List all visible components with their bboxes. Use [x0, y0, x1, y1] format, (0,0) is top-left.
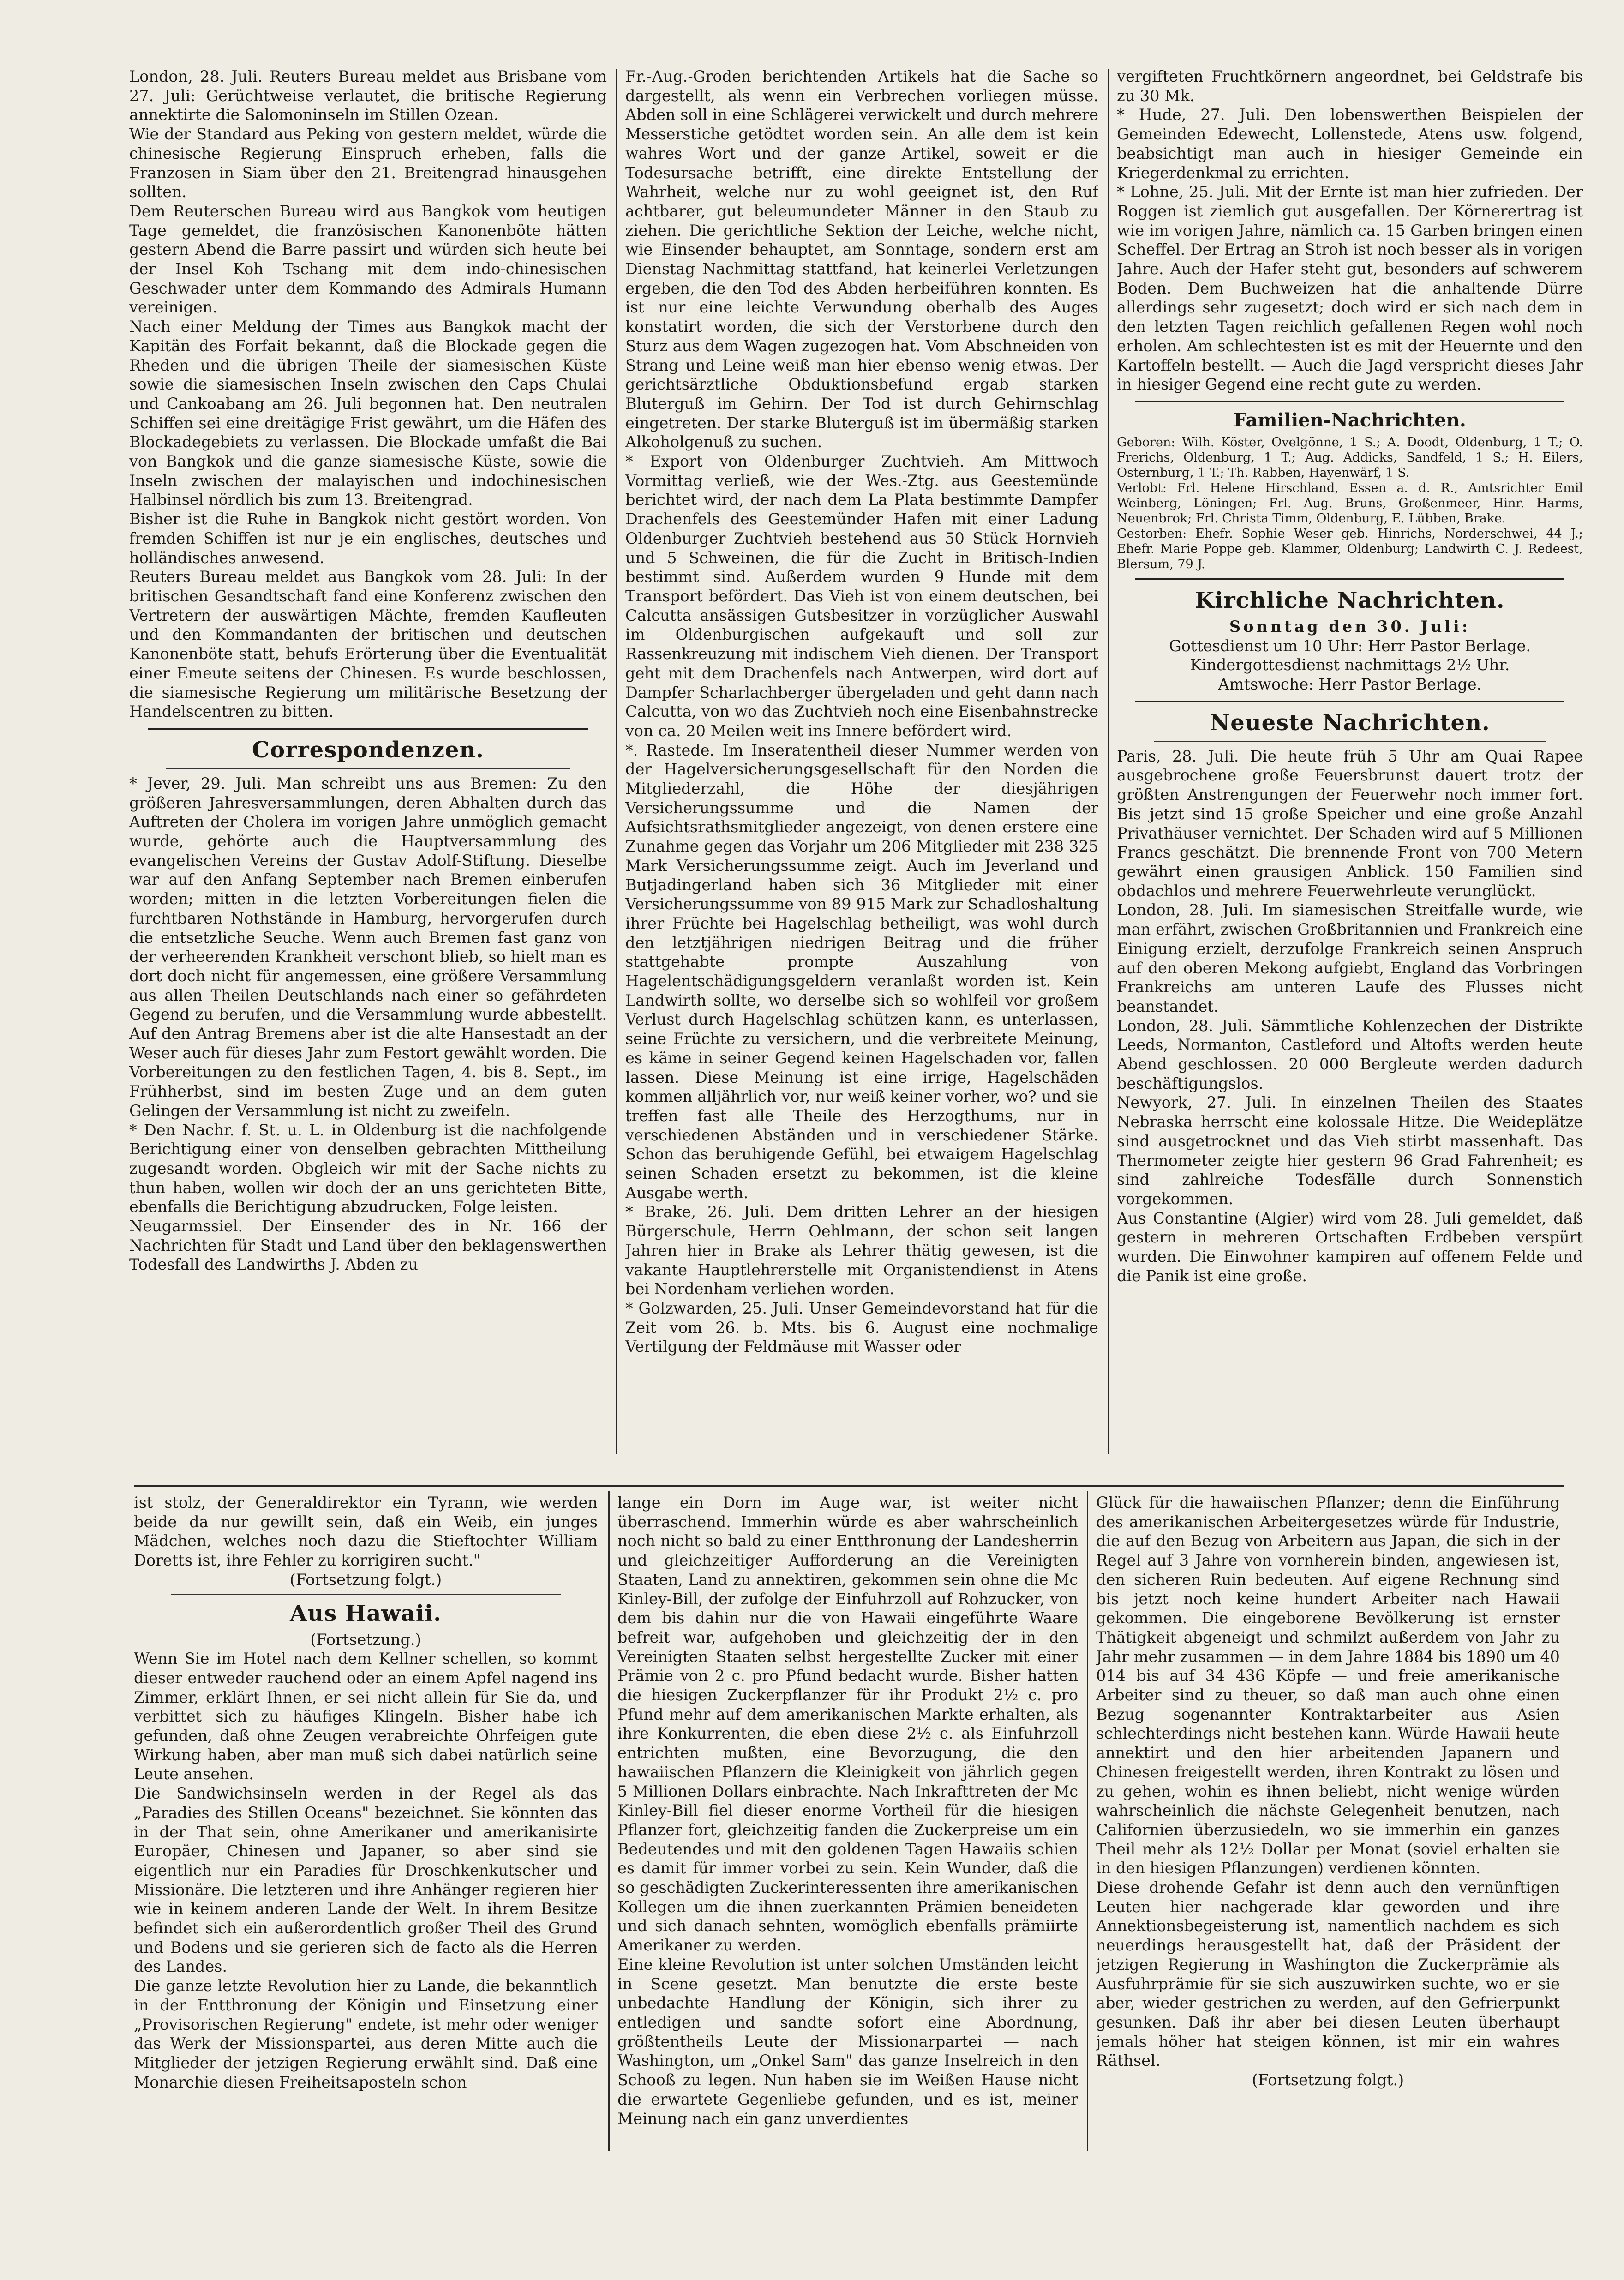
church-service: Gottesdienst um 10 Uhr: Herr Pastor Berlage. [1169, 636, 1531, 655]
article: * Brake, 26. Juli. Dem dritten Lehrer an der hiesigen Bürgerschule, Herrn Oehlmann, der schon seit langen Jahren hier in Brake als Lehrer thätig gewesen, ist die vakante Hauptlehrerstelle mit Organistendienst in Atens bei Nordenham verliehen worden. [625, 1203, 1098, 1298]
continuation-note: (Fortsetzung folgt.) [289, 1570, 442, 1589]
top-column-2 [625, 67, 1098, 1475]
section-rule [134, 1485, 1564, 1487]
article: Neugarmssiel. Der Einsender des in Nr. 166 der Nachrichten für Stadt und Land über den beklagenswerthen Todesfall des Landwirths J. Abden zu [129, 1217, 607, 1274]
divider [1154, 741, 1546, 742]
divider [171, 1594, 561, 1595]
news-item: London, 28. Juli. Sämmtliche Kohlenzechen der Distrikte Leeds, Normanton, Castleford und Altofts werden heute Abend geschlossen. 20 000 Bergleute werden dadurch beschäftigungslos. [1117, 1016, 1583, 1092]
divider [148, 728, 588, 730]
divider [166, 768, 570, 769]
family-engaged: Verlobt: Frl. Helene Hirschland, Essen a. d. R., Amtsrichter Emil Weinberg, Löningen; Frl. Aug. Bruns, Großenmeer, Hinr. Harms, Neuenbrok; Frl. Christa Timm, Oldenburg, E. Lübben, Brake. [1117, 480, 1583, 526]
article: Die Sandwichsinseln werden in der Regel als das „Paradies des Stillen Oceans" bezeichnet. Sie könnten das in der That sein, ohne Amerikaner und amerikanisirte Europäer, Chinesen und Japaner, so aber sind sie eigentlich nur ein Paradies für Droschkenkutscher und Missionäre. Die letzteren und ihre Anhänger regieren hier wie in keinem anderen Lande der Welt. In ihrem Besitze befindet sich ein außerordentlich großer Theil des Grund und Bodens und sie gerieren sich de facto als die Herren des Landes. [134, 1784, 598, 1976]
family-born: Geboren: Wilh. Köster, Ovelgönne, 1 S.; A. Doodt, Oldenburg, 1 T.; O. Frerichs, Oldenburg, 1 T.; Aug. Addicks, Sandfeld, 1 S.; H. Eilers, Osternburg, 1 T.; Th. Rabben, Hayenwärf, 1 S. [1117, 435, 1583, 480]
article: Reuters Bureau meldet aus Bangkok vom 28. Juli: In der britischen Gesandtschaft fand eine Konferenz zwischen den Vertretern der auswärtigen Mächte, fremden Kaufleuten und den Kommandanten der britischen und deutschen Kanonenböte statt, behufs Erörterung über die Eventualität einer Emeute seitens der Chinesen. Es wurde beschlossen, die siamesische Regierung um militärische Besetzung der Handelscentren zu bitten. [129, 568, 607, 721]
article: * Hude, 27. Juli. Den lobenswerthen Beispielen der Gemeinden Edewecht, Lollenstede, Atens usw. folgend, beabsichtigt man auch in hiesiger Gemeinde ein Kriegerdenkmal zu errichten. [1117, 106, 1583, 182]
column-rule [1108, 69, 1109, 1454]
news-item: London, 28. Juli. Im siamesischen Streitfalle wurde, wie man erfährt, zwischen Großbritannien und Frankreich eine Einigung erzielt, derzufolge Frankreich seinen Anspruch auf den oberen Mekong aufgiebt, England das Vorbringen Frankreichs am unteren Laufe des Flusses nicht beanstandet. [1117, 901, 1583, 1015]
article: ist stolz, der Generaldirektor ein Tyrann, wie werden beide da nur gewillt sein, daß ein Weib, ein junges Mädchen, welches noch dazu die Stieftochter William Doretts ist, ihre Fehler zu korrigiren sucht." [134, 1494, 598, 1570]
church-date: Sonntag den 30. Juli: [1229, 617, 1471, 636]
article: *. Rastede. Im Inseratentheil dieser Nummer werden von der Hagelversicherungsgesellschaft für den Norden die Mitgliederzahl, die Höhe der diesjährigen Versicherungssumme und die Namen der Aufsichtsrathsmitglieder angezeigt, von denen erstere eine Zunahme gegen das Vorjahr um 206 Mitglieder mit 238 325 Mark Versicherungssumme zeigt. Auch im Jeverland und Butjadingerland haben sich 36 Mitglieder mit einer Versicherungssumme von 89 915 Mark zur Schadloshaltung ihrer Früchte bei Hagelschlag betheiligt, was wohl durch den letztjährigen niedrigen Beitrag und die früher stattgehabte prompte Auszahlung von Hagelentschädigungsgeldern veranlaßt worden ist. Kein Landwirth sollte, wo derselbe sich so wohlfeil vor großem Verlust durch Hagelschlag schützen kann, es unterlassen, seine Früchte zu versichern, und die verbreitete Meinung, es käme in seiner Gegend keinen Hagelschaden vor, fallen lassen. Diese Meinung ist eine irrige, Hagelschäden kommen alljährlich vor, nur weiß keiner vorher, wo? und sie treffen fast alle Theile des Herzogthums, nur in verschiedenen Abständen und in verschiedener Stärke. Schon das beruhigende Gefühl, bei etwaigem Hagelschlag seinen Schaden ersetzt zu bekommen, ist die kleine Ausgabe werth. [625, 741, 1098, 1202]
church-children: Kindergottesdienst nachmittags 2½ Uhr. [1190, 656, 1510, 674]
continuation-note: (Fortsetzung folgt.) [1252, 2071, 1404, 2089]
article: * Den Nachr. f. St. u. L. in Oldenburg ist die nachfolgende Berichtigung einer von denselben gebrachten Mittheilung zugesandt worden. Obgleich wir mit der Sache nichts zu thun haben, wollen wir doch der an uns gerichteten Bitte, ebenfalls die Berichtigung abzudrucken, Folge leisten. [129, 1121, 607, 1216]
bottom-column-3 [1096, 1493, 1560, 2153]
article: * Jever, 29. Juli. Man schreibt uns aus Bremen: Zu den größeren Jahresversammlungen, deren Abhalten durch das Auftreten der Cholera im vorigen Jahre unmöglich gemacht wurde, gehörte auch die Hauptversammlung des evangelischen Vereins der Gustav Adolf-Stiftung. Dieselbe war auf den Anfang September nach Bremen einberufen worden; mitten in die letzten Vorbereitungen fielen die furchtbaren Nothstände in Hamburg, hervorgerufen durch die entsetzliche Seuche. Wenn auch Bremen fast ganz von der verheerenden Krankheit verschont blieb, so hielt man es dort doch nicht für angemessen, eine größere Versammlung aus allen Theilen Deutschlands nach einer so gefährdeten Gegend zu berufen, und die Versammlung wurde abbestellt. Auf den Antrag Bremens aber ist die alte Hansestadt an der Weser auch für dieses Jahr zum Festort gewählt worden. Die Vorbereitungen zu den festlichen Tagen, 4. bis 8. Sept., im Frühherbst, sind im besten Zuge und an dem guten Gelingen der Versammlung ist nicht zu zweifeln. [129, 774, 607, 1120]
church-duty: Amtswoche: Herr Pastor Berlage. [1218, 675, 1482, 694]
family-notices [1117, 435, 1583, 572]
news-item: Aus Constantine (Algier) wird vom 28. Juli gemeldet, daß gestern in mehreren Ortschaften Erdbeben verspürt wurden. Die Einwohner kampiren auf offenem Felde und die Panik ist eine große. [1117, 1209, 1583, 1285]
column-rule [1087, 1491, 1088, 2151]
news-item: Newyork, 27. Juli. In einzelnen Theilen des Staates Nebraska herrscht eine kolossale Hitze. Die Weideplätze sind ausgetrocknet und das Vieh stirbt massenhaft. Das Thermometer zeigte hier gestern 96 Grad Fahrenheit; es sind zahlreiche Todesfälle durch Sonnenstich vorgekommen. [1117, 1093, 1583, 1208]
article: Fr.-Aug.-Groden berichtenden Artikels hat die Sache so dargestellt, als wenn ein Verbrechen vorliegen müsse. Abden soll in eine Schlägerei verwickelt und durch mehrere Messerstiche getödtet worden sein. An alle dem ist kein wahres Wort und der ganze Artikel, soweit er die Todesursache betrifft, eine direkte Entstellung der Wahrheit, welche nur zu wohl geeignet ist, den Ruf achtbarer, gut beleumundeter Männer in den Staub zu ziehen. Die gerichtliche Sektion der Leiche, welche nicht, wie Einsender behauptet, am Sonntage, sondern erst am Dienstag Nachmittag stattfand, hat keinerlei Verletzungen ergeben, die den Tod des Abden herbeiführen konnten. Es ist nur eine leichte Verwundung oberhalb des Auges konstatirt worden, die sich der Verstorbene durch den Sturz aus dem Wagen zugezogen hat. Vom Abschneiden von Strang und Leine weiß man hier ebenso wenig etwas. Der gerichtsärztliche Obduktionsbefund ergab starken Bluterguß im Gehirn. Der Tod ist durch Gehirnschlag eingetreten. Der starke Bluterguß ist im übermäßig starken Alkoholgenuß zu suchen. [625, 67, 1098, 451]
article: London, 28. Juli. Reuters Bureau meldet aus Brisbane vom 27. Juli: Gerüchtweise verlautet, die britische Regierung annektirte die Salomoninseln im Stillen Ozean. [129, 67, 607, 124]
news-item: Paris, 28. Juli. Die heute früh 5 Uhr am Quai Rapee ausgebrochene große Feuersbrunst dauert trotz der größten Anstrengungen der Feuerwehr noch immer fort. Bis jetzt sind 15 große Speicher und eine große Anzahl Privathäuser vernichtet. Der Schaden wird auf 5 Millionen Francs geschätzt. Die brennende Front von 700 Metern gewährt einen grausigen Anblick. 150 Familien sind obdachlos und mehrere Feuerwehrleute verunglückt. [1117, 747, 1583, 900]
column-rule [616, 69, 617, 1454]
bottom-column-2 [617, 1493, 1078, 2153]
divider [1135, 701, 1564, 702]
article: Dem Reuterschen Bureau wird aus Bangkok vom heutigen Tage gemeldet, die französischen Kanonenböte hätten gestern Abend die Barre passirt und würden sich heute bei der Insel Koh Tschang mit dem indo-chinesischen Geschwader unter dem Kommando des Admirals Humann vereinigen. [129, 202, 607, 317]
article: Bisher ist die Ruhe in Bangkok nicht gestört worden. Von fremden Schiffen ist nur je ein englisches, deutsches und holländisches anwesend. [129, 510, 607, 567]
family-deceased: Gestorben: Ehefr. Sophie Weser geb. Hinrichs, Norderschwei, 44 J.; Ehefr. Marie Poppe geb. Klammer, Oldenburg; Landwirth C. J. Redeest, Blersum, 79 J. [1117, 526, 1583, 571]
article: Wie der Standard aus Peking von gestern meldet, würde die chinesische Regierung Einspruch erheben, falls die Franzosen in Siam über den 21. Breitengrad hinausgehen sollten. [129, 125, 607, 201]
top-column-1 [129, 67, 607, 1475]
article: * Lohne, 25. Juli. Mit der Ernte ist man hier zufrieden. Der Roggen ist ziemlich gut ausgefallen. Der Körnerertrag ist wie im vorigen Jahre, nämlich ca. 15 Garben bringen einen Scheffel. Der Ertrag an Stroh ist noch besser als in vorigen Jahre. Auch der Hafer steht gut, besonders auf schwerem Boden. Dem Buchweizen hat die anhaltende Dürre allerdings sehr zugesetzt; doch wird er sich nach dem in den letzten Tagen reichlich gefallenen Regen wohl noch erholen. Am schlechtesten ist es mit der Heuernte und den Kartoffeln bestellt. — Auch die Jagd verspricht dieses Jahr in hiesiger Gegend eine recht gute zu werden. [1117, 183, 1583, 394]
article: * Golzwarden, 25. Juli. Unser Gemeindevorstand hat für die Zeit vom 26. b. Mts. bis 6. August eine nochmalige Vertilgung der Feldmäuse mit Wasser oder [625, 1299, 1098, 1356]
top-column-3 [1117, 67, 1583, 1475]
section-heading-family: Familien-Nachrichten. [1234, 409, 1466, 431]
article: Diese drohende Gefahr ist denn auch den vernünftigen Leuten hier nachgerade klar geworden und ihre Annektionsbegeisterung ist, namentlich nachdem es sich neuerdings herausgestellt hat, daß der Präsident der jetzigen Regierung in Washington die Zuckerprämie als Ausfuhrprämie für sie sich auszuwirken suchte, wo er sie aber, wieder gestrichen zu werden, auf den Gefrierpunkt gesunken. Daß ihr aber bei diesen Leuten überhaupt jemals höher hat steigen können, ist mir ein wahres Räthsel. [1096, 1878, 1560, 2070]
divider [1135, 578, 1564, 580]
section-heading-correspondenzen: Correspondenzen. [252, 737, 485, 763]
article: Eine kleine Revolution ist unter solchen Umständen leicht in Scene gesetzt. Man benutzte die erste beste unbedachte Handlung der Königin, sich ihrer zu entledigen und sandte sofort eine Abordnung, größtentheils Leute der Missionarpartei — nach Washington, um „Onkel Sam" das ganze Inselreich in den Schooß zu legen. Nun haben sie im Weißen Hause nicht die erwartete Gegenliebe gefunden, und es ist, meiner Meinung nach ein ganz unverdientes [617, 1955, 1078, 2128]
bottom-column-1 [134, 1493, 598, 2153]
article: Die ganze letzte Revolution hier zu Lande, die bekanntlich in der Entthronung der Königin und Einsetzung einer „Provisorischen Regierung" endete, ist mehr oder weniger das Werk der Missionspartei, aus deren Mitte auch die Mitglieder der jetzigen Regierung erwählt sind. Daß eine Monarchie diesen Freiheitsaposteln schon [134, 1977, 598, 2091]
column-rule [608, 1491, 610, 2151]
article: * Export von Oldenburger Zuchtvieh. Am Mittwoch Vormittag verließ, wie der Wes.-Ztg. aus Geestemünde berichtet wird, der nach dem La Plata bestimmte Dampfer Drachenfels des Geestemünder Hafen mit einer Ladung Oldenburger Zuchtvieh bestehend aus 50 Stück Hornvieh und 5 Schweinen, die für die Zucht in Britisch-Indien bestimmt sind. Außerdem wurden 9 Hunde mit dem Transport befördert. Das Vieh ist von einem deutschen, bei Calcutta ansässigen Gutsbesitzer in vorzüglicher Auswahl im Oldenburgischen aufgekauft und soll zur Rassenkreuzung mit indischem Vieh dienen. Der Transport geht mit dem Drachenfels nach Antwerpen, wird dort auf Dampfer Scharlachberger übergeladen und geht dann nach Calcutta, von wo das Zuchtvieh noch eine Eisenbahnstrecke von ca. 20 Meilen weit ins Innere befördert wird. [625, 452, 1098, 740]
section-heading-church: Kirchliche Nachrichten. [1195, 587, 1505, 613]
article: lange ein Dorn im Auge war, ist weiter nicht überraschend. Immerhin würde es aber wahrscheinlich noch nicht so bald zu einer Entthronung der Landesherrin und gleichzeitiger Aufforderung an die Vereinigten Staaten, Land zu annektiren, gekommen sein ohne die Mc Kinley-Bill, der zufolge der Einfuhrzoll auf Rohzucker, von dem bis dahin nur die von Hawaii eingeführte Waare befreit war, aufgehoben und gleichzeitig der in den Vereinigten Staaten selbst hergestellte Zucker mit einer Prämie von 2 c. pro Pfund bedacht wurde. Bisher hatten die hiesigen Zuckerpflanzer für ihr Produkt 2½ c. pro Pfund mehr auf dem amerikanischen Markte erhalten, als ihre Konkurrenten, die eben diese 2½ c. als Einfuhrzoll entrichten mußten, eine Bevorzugung, die den hawaiischen Pflanzern die Kleinigkeit von jährlich gegen 5 Millionen Dollars einbrachte. Nach Inkrafttreten der Mc Kinley-Bill fiel dieser enorme Vortheil für die hiesigen Pflanzer fort, gleichzeitig fanden die Zuckerpreise um ein Bedeutendes und mit den goldenen Tagen Hawaiis schien es damit für immer vorbei zu sein. Kein Wunder, daß die so geschädigten Zuckerinteressenten ihre amerikanischen Kollegen um die ihnen zuerkannten Prämien beneideten und sich danach sehnten, womöglich ebenfalls prämiirte Amerikaner zu werden. [617, 1494, 1078, 1955]
divider [1135, 401, 1564, 402]
section-heading-news: Neueste Nachrichten. [1210, 709, 1490, 736]
article: Wenn Sie im Hotel nach dem Kellner schellen, so kommt dieser entweder rauchend oder an einem Apfel nagend ins Zimmer, erklärt Ihnen, er sei nicht allein für Sie da, und verbittet sich zu häufiges Klingeln. Bisher habe ich gefunden, daß ohne Zeugen verabreichte Ohrfeigen gute Wirkung haben, aber man muß sich dabei natürlich seine Leute ansehen. [134, 1650, 598, 1783]
article: Glück für die hawaiischen Pflanzer; denn die Einführung des amerikanischen Arbeitergesetzes würde für Industrie, die auf den Bezug von Arbeitern aus Japan, die sich in der Regel auf 3 Jahre von vornherein binden, angewiesen ist, den sicheren Ruin bedeuten. Auf eigene Rechnung sind bis jetzt noch keine hundert Arbeiter nach Hawaii gekommen. Die eingeborene Bevölkerung ist ernster Thätigkeit abgeneigt und schmilzt außerdem von Jahr zu Jahr mehr zusammen — in dem Jahre 1884 bis 1890 um 40 014 bis auf 34 436 Köpfe — und freie amerikanische Arbeiter sind zu theuer, so daß man auch ohne einen Bezug sogenannter Kontraktarbeiter aus Asien schlechterdings nicht bestehen kann. Würde Hawaii heute annektirt und den hier arbeitenden Japanern und Chinesen freigestellt werden, ihren Kontrakt zu lösen und zu gehen, wohin es ihnen beliebt, nicht wenige würden wahrscheinlich die nächste Gelegenheit benutzen, nach Californien überzusiedeln, wo sie immerhin ein ganzes Theil mehr als 12½ Dollar per Monat (soviel erhalten sie in den hiesigen Pflanzungen) verdienen könnten. [1096, 1494, 1560, 1878]
article: vergifteten Fruchtkörnern angeordnet, bei Geldstrafe bis zu 30 Mk. [1117, 67, 1583, 105]
section-heading-hawaii: Aus Hawaii. [290, 1600, 442, 1626]
article: Nach einer Meldung der Times aus Bangkok macht der Kapitän des Forfait bekannt, daß die Blockade gegen die Rheden und die übrigen Theile der siamesischen Küste sowie die siamesischen Inseln zwischen den Caps Chulai und Cankoabang am 26. Juli begonnen hat. Den neutralen Schiffen sei eine dreitägige Frist gewährt, um die Häfen des Blockadegebiets zu verlassen. Die Blockade umfaßt die Bai von Bangkok und die ganze siamesische Küste, sowie die Inseln zwischen der malayischen und indochinesischen Halbinsel nördlich bis zum 13. Breitengrad. [129, 318, 607, 509]
hawaii-subtitle: (Fortsetzung.) [310, 1630, 421, 1649]
